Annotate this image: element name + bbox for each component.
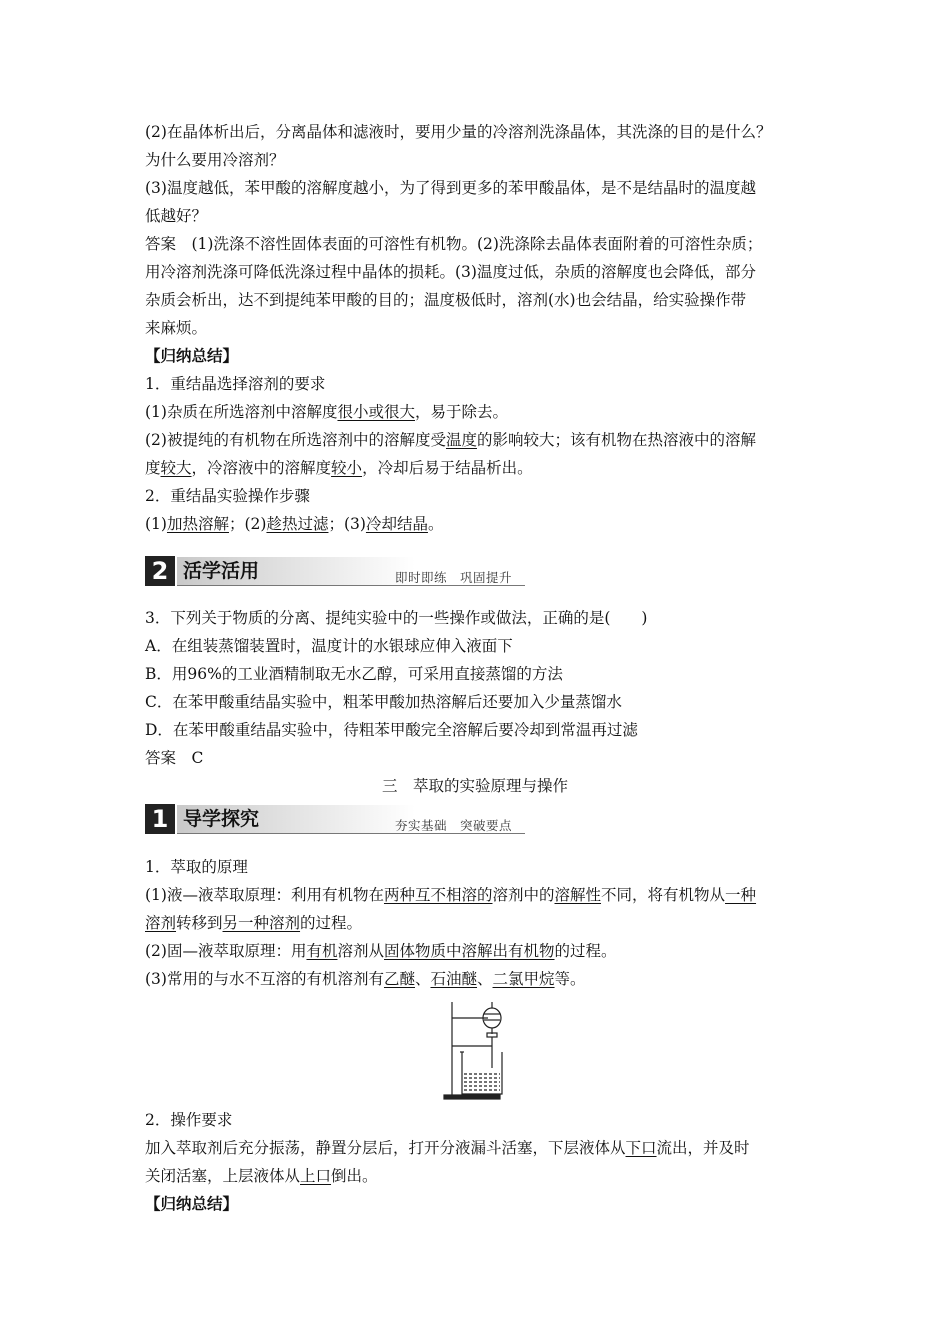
operation-text-2 xyxy=(145,1166,378,1186)
question-3-answer: 答案 C xyxy=(145,749,204,767)
underlined-answer: 溶解性 xyxy=(554,886,602,904)
text-segment: (3)常用的与水不互溶的有机溶剂有 xyxy=(145,970,384,988)
text-segment: ，冷溶液中的溶解度 xyxy=(191,459,332,477)
text-segment: ，冷却后易于结晶析出。 xyxy=(362,459,533,477)
text-segment: ，易于除去。 xyxy=(414,403,508,421)
text-segment: 的影响较大；该有机物在热溶液中的溶解 xyxy=(476,431,756,449)
operation-text-1 xyxy=(145,1138,750,1158)
answer-line-2: 用冷溶剂洗涤可降低洗涤过程中晶体的损耗。(3)温度过低，杂质的溶解度也会降低，部分 xyxy=(145,263,756,281)
underlined-answer: 两种互不相溶的 xyxy=(383,886,493,904)
underlined-answer: 有机 xyxy=(306,942,338,960)
underlined-answer: 上口 xyxy=(300,1167,332,1185)
text-segment: 溶剂中的 xyxy=(492,886,555,904)
summary-item-2-steps xyxy=(145,514,443,534)
separatory-funnel-figure xyxy=(440,1000,520,1102)
extraction-principle-1-cont xyxy=(145,913,362,933)
text-segment: 加入萃取剂后充分振荡，静置分层后，打开分液漏斗活塞，下层液体从 xyxy=(145,1139,626,1157)
extraction-principle-title: 1．萃取的原理 xyxy=(145,858,248,876)
beaker xyxy=(462,1052,502,1094)
text-segment: (1) xyxy=(145,515,167,533)
section-banner-practice xyxy=(145,556,525,586)
underlined-answer: 石油醚 xyxy=(430,970,478,988)
text-segment: 关闭活塞，上层液体从 xyxy=(145,1167,301,1185)
underlined-answer: 很小或很大 xyxy=(337,403,415,421)
operation-title: 2．操作要求 xyxy=(145,1111,233,1129)
text-segment: 的过程。 xyxy=(300,914,363,932)
underlined-answer: 另一种溶剂 xyxy=(222,914,301,932)
text-segment: 。 xyxy=(427,515,444,533)
section-banner-explore xyxy=(145,804,525,834)
option-c: C．在苯甲酸重结晶实验中，粗苯甲酸加热溶解后还要加入少量蒸馏水 xyxy=(145,693,622,711)
underlined-answer: 较小 xyxy=(331,459,363,477)
text-segment: 不同，将有机物从 xyxy=(601,886,726,904)
question-2-text: (2)在晶体析出后，分离晶体和滤液时，要用少量的冷溶剂洗涤晶体，其洗涤的目的是什么？ xyxy=(145,123,772,141)
question-3-text-cont: 低越好？ xyxy=(145,207,208,225)
text-segment: ；(3) xyxy=(328,515,366,533)
summary-item-1-title: 1．重结晶选择溶剂的要求 xyxy=(145,375,326,393)
text-segment: (1)液—液萃取原理：利用有机物在 xyxy=(145,886,384,904)
answer-line-4: 来麻烦。 xyxy=(145,319,208,337)
banner-title: 活学活用 xyxy=(183,560,260,582)
text-segment: (1)杂质在所选溶剂中溶解度 xyxy=(145,403,338,421)
underlined-answer: 加热溶解 xyxy=(166,515,229,533)
question-3-stem: 3．下列关于物质的分离、提纯实验中的一些操作或做法，正确的是( ) xyxy=(145,609,648,627)
text-segment: (2)固—液萃取原理：用 xyxy=(145,942,307,960)
underlined-answer: 固体物质中溶解出有机物 xyxy=(384,942,555,960)
text-segment: 的过程。 xyxy=(554,942,617,960)
text-segment: 溶剂从 xyxy=(337,942,384,960)
text-segment: (2)被提纯的有机物在所选溶剂中的溶解度受 xyxy=(145,431,446,449)
stand-base xyxy=(444,1095,500,1099)
extraction-principle-1 xyxy=(145,885,756,905)
question-3-text: (3)温度越低，苯甲酸的溶解度越小，为了得到更多的苯甲酸晶体，是不是结晶时的温度越 xyxy=(145,179,756,197)
summary-item-1-point-2-cont xyxy=(145,458,533,478)
banner-subtitle: 即时即练 巩固提升 xyxy=(395,570,513,585)
banner-title: 导学探究 xyxy=(183,808,260,830)
option-b: B．用96%的工业酒精制取无水乙醇，可采用直接蒸馏的方法 xyxy=(145,665,563,683)
funnel-stopcock xyxy=(487,1033,497,1037)
option-a: A．在组装蒸馏装置时，温度计的水银球应伸入液面下 xyxy=(145,637,513,655)
text-segment: 度 xyxy=(145,459,161,477)
banner-subtitle: 夯实基础 突破要点 xyxy=(395,818,513,833)
banner-number: 2 xyxy=(145,556,175,586)
summary-item-2-title: 2．重结晶实验操作步骤 xyxy=(145,487,310,505)
answer-line-3: 杂质会析出，达不到提纯苯甲酸的目的；温度极低时，溶剂(水)也会结晶，给实验操作带 xyxy=(145,291,747,309)
text-segment: 转移到 xyxy=(176,914,223,932)
underlined-answer: 冷却结晶 xyxy=(365,515,428,533)
text-segment: ；(2) xyxy=(228,515,267,533)
banner-number: 1 xyxy=(145,804,175,834)
text-segment: 流出，并及时 xyxy=(656,1139,750,1157)
extraction-principle-3 xyxy=(145,969,586,989)
question-2-text-cont: 为什么要用冷溶剂？ xyxy=(145,151,285,169)
summary-item-1-point-2 xyxy=(145,430,756,450)
underlined-answer: 一种 xyxy=(725,886,757,904)
answer-line-1: 答案 (1)洗涤不溶性固体表面的可溶性有机物。(2)洗涤除去晶体表面附着的可溶性杂质； xyxy=(145,235,763,253)
text-segment: 、 xyxy=(414,970,431,988)
extraction-principle-2 xyxy=(145,941,617,961)
summary-heading: 【归纳总结】 xyxy=(145,346,239,365)
underlined-answer: 二氯甲烷 xyxy=(492,970,555,988)
text-segment: 倒出。 xyxy=(331,1167,378,1185)
underlined-answer: 趁热过滤 xyxy=(266,515,329,533)
text-segment: 、 xyxy=(477,970,493,988)
summary-item-1-point-1 xyxy=(145,402,508,422)
section-heading: 三 萃取的实验原理与操作 xyxy=(381,777,568,795)
option-d: D．在苯甲酸重结晶实验中，待粗苯甲酸完全溶解后要冷却到常温再过滤 xyxy=(145,721,638,739)
underlined-answer: 溶剂 xyxy=(145,914,177,932)
underlined-answer: 下口 xyxy=(625,1139,657,1157)
underlined-answer: 温度 xyxy=(445,431,477,449)
underlined-answer: 乙醚 xyxy=(383,970,415,988)
underlined-answer: 较大 xyxy=(160,459,192,477)
summary-heading-2: 【归纳总结】 xyxy=(145,1194,239,1213)
text-segment: 等。 xyxy=(554,970,586,988)
